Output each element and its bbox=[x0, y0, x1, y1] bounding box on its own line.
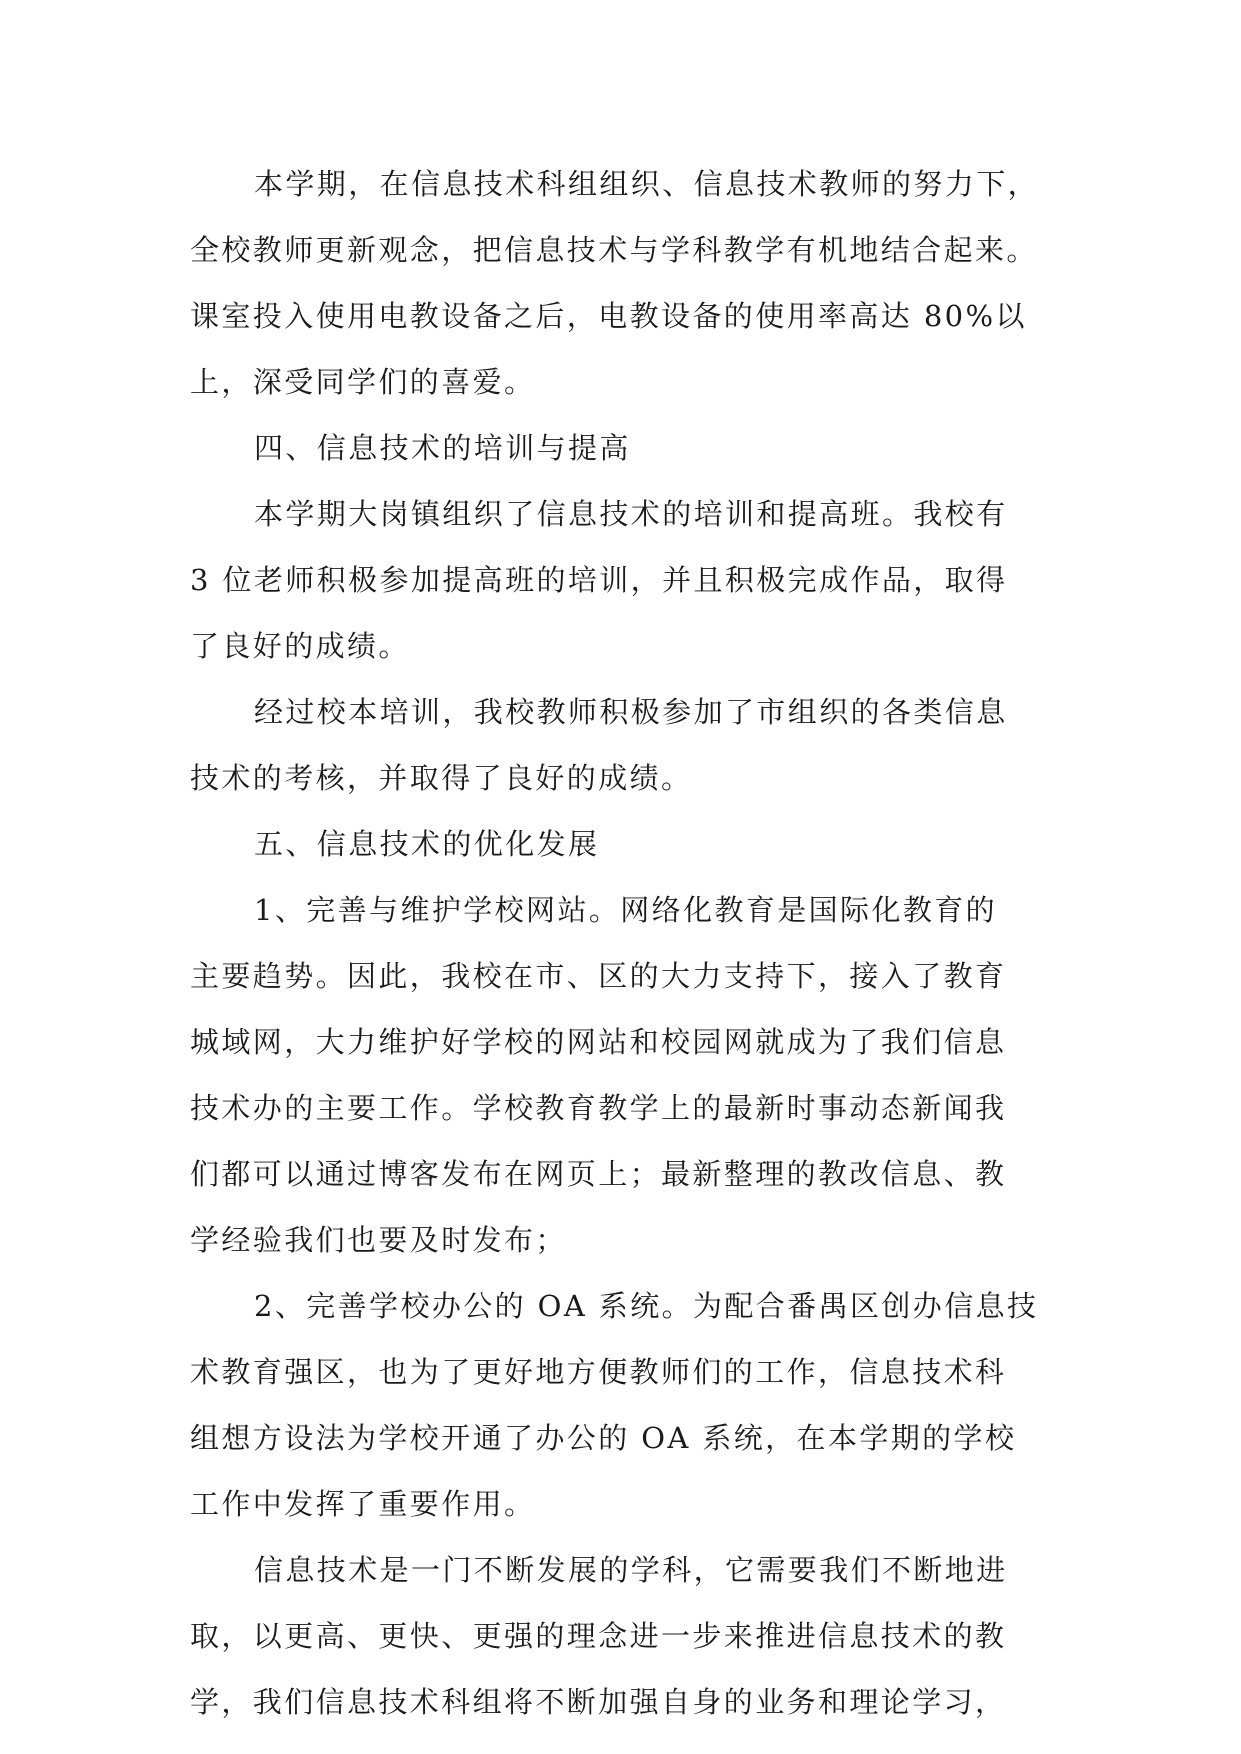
text-line: 1、完善与维护学校网站。网络化教育是国际化教育的 bbox=[254, 893, 998, 927]
text-line: 城域网，大力维护好学校的网站和校园网就成为了我们信息 bbox=[190, 1025, 1007, 1059]
text-line: 取，以更高、更快、更强的理念进一步来推进信息技术的教 bbox=[190, 1619, 1007, 1653]
text-line: 本学期，在信息技术科组组织、信息技术教师的努力下， bbox=[254, 167, 1040, 201]
text-line: 上，深受同学们的喜爱。 bbox=[190, 365, 536, 399]
text-line: 本学期大岗镇组织了信息技术的培训和提高班。我校有 bbox=[254, 497, 1008, 531]
text-line: 学，我们信息技术科组将不断加强自身的业务和理论学习， bbox=[190, 1685, 1007, 1719]
text-line: 课室投入使用电教设备之后，电教设备的使用率高达 80%以 bbox=[190, 299, 1027, 333]
section-heading: 四、信息技术的培训与提高 bbox=[254, 431, 631, 465]
text-line: 技术的考核，并取得了良好的成绩。 bbox=[190, 761, 693, 795]
text-line: 全校教师更新观念，把信息技术与学科教学有机地结合起来。 bbox=[190, 233, 1038, 267]
text-line: 3 位老师积极参加提高班的培训，并且积极完成作品，取得 bbox=[190, 563, 1008, 597]
text-line: 组想方设法为学校开通了办公的 OA 系统，在本学期的学校 bbox=[190, 1421, 1017, 1455]
text-line: 术教育强区，也为了更好地方便教师们的工作，信息技术科 bbox=[190, 1355, 1007, 1389]
text-line: 技术办的主要工作。学校教育教学上的最新时事动态新闻我 bbox=[190, 1091, 1007, 1125]
text-line: 工作中发挥了重要作用。 bbox=[190, 1487, 536, 1521]
text-line: 主要趋势。因此，我校在市、区的大力支持下，接入了教育 bbox=[190, 959, 1007, 993]
text-line: 经过校本培训，我校教师积极参加了市组织的各类信息 bbox=[254, 695, 1008, 729]
text-line: 学经验我们也要及时发布； bbox=[190, 1223, 567, 1257]
text-line: 们都可以通过博客发布在网页上；最新整理的教改信息、教 bbox=[190, 1157, 1007, 1191]
text-line: 了良好的成绩。 bbox=[190, 629, 410, 663]
text-line: 信息技术是一门不断发展的学科，它需要我们不断地进 bbox=[254, 1553, 1008, 1587]
text-line: 2、完善学校办公的 OA 系统。为配合番禺区创办信息技 bbox=[254, 1289, 1039, 1323]
section-heading: 五、信息技术的优化发展 bbox=[254, 827, 600, 861]
